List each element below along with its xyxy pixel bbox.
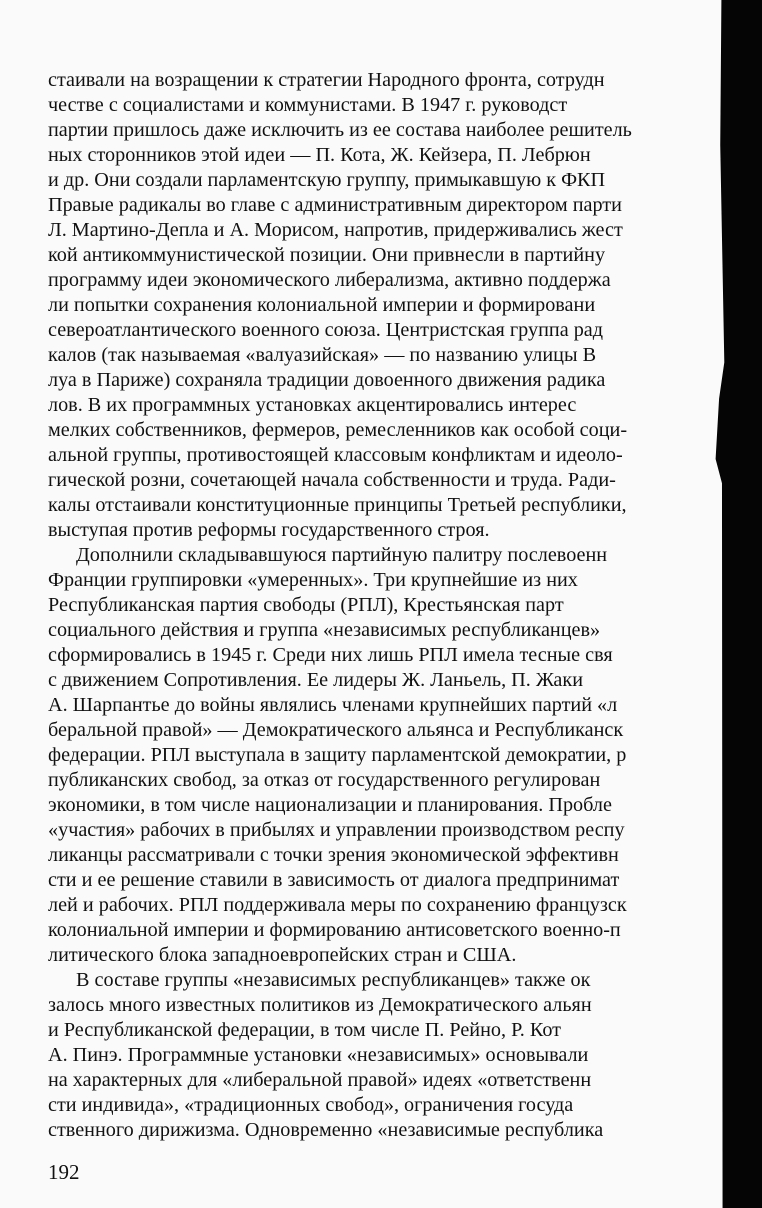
text-line: Правые радикалы во главе с административным директором парти bbox=[48, 194, 622, 216]
text-line: беральной правой» — Демократического альянса и Республиканск bbox=[48, 719, 624, 741]
text-line: выступая против реформы государственного строя. bbox=[48, 519, 490, 541]
text-line: североатлантического военного союза. Центристская группа рад bbox=[48, 319, 604, 341]
text-line: альной группы, противостоящей классовым конфликтам и идеоло- bbox=[48, 444, 623, 466]
text-line: сформировались в 1945 г. Среди них лишь РПЛ имела тесные свя bbox=[48, 644, 613, 666]
text-line: лей и рабочих. РПЛ поддерживала меры по сохранению французск bbox=[48, 894, 627, 916]
text-line: калов (так называемая «валуазийская» — по названию улицы В bbox=[48, 344, 597, 366]
text-line: Республиканская партия свободы (РПЛ), Крестьянская парт bbox=[48, 594, 564, 616]
text-line: А. Пинэ. Программные установки «независимых» основывали bbox=[48, 1044, 589, 1066]
text-line: литического блока западноевропейских стран и США. bbox=[48, 944, 517, 966]
text-line: программу идеи экономического либерализма, активно поддержа bbox=[48, 269, 611, 291]
text-line: сти индивида», «традиционных свобод», ограничения госуда bbox=[48, 1094, 574, 1116]
page-number: 192 bbox=[48, 1160, 80, 1184]
paragraph-start-line: Дополнили складывавшуюся партийную палитру послевоенн bbox=[76, 544, 608, 566]
text-line: ственного дирижизма. Одновременно «независимые республика bbox=[48, 1119, 604, 1141]
text-line: стаивали на возращении к стратегии Народного фронта, сотрудн bbox=[48, 69, 605, 91]
text-line: экономики, в том числе национализации и планирования. Пробле bbox=[48, 794, 612, 816]
text-line: колониальной империи и формированию антисоветского военно-п bbox=[48, 919, 621, 941]
paragraph-start-line: В составе группы «независимых республиканцев» также ок bbox=[76, 969, 591, 991]
text-line: мелких собственников, фермеров, ремесленников как особой соци- bbox=[48, 419, 628, 441]
text-line: и Республиканской федерации, в том числе П. Рейно, Р. Кот bbox=[48, 1019, 561, 1041]
text-line: социального действия и группа «независимых республиканцев» bbox=[48, 619, 601, 641]
text-line: партии пришлось даже исключить из ее состава наиболее решитель bbox=[48, 119, 632, 141]
text-line: Франции группировки «умеренных». Три крупнейшие из них bbox=[48, 569, 578, 591]
text-line: ликанцы рассматривали с точки зрения экономической эффективн bbox=[48, 844, 619, 866]
text-line: с движением Сопротивления. Ее лидеры Ж. Ланьель, П. Жаки bbox=[48, 669, 583, 691]
text-line: ных сторонников этой идеи — П. Кота, Ж. Кейзера, П. Лебрюн bbox=[48, 144, 591, 166]
text-line: калы отстаивали конституционные принципы Третьей республики, bbox=[48, 494, 627, 516]
text-line: публиканских свобод, за отказ от государственного регулирован bbox=[48, 769, 601, 791]
text-line: ли попытки сохранения колониальной империи и формировани bbox=[48, 294, 596, 316]
text-line: А. Шарпантье до войны являлись членами крупнейших партий «л bbox=[48, 694, 618, 716]
text-line: честве с социалистами и коммунистами. В 1947 г. руководст bbox=[48, 94, 568, 116]
text-line: Л. Мартино-Депла и А. Морисом, напротив, придерживались жест bbox=[48, 219, 623, 241]
text-line: кой антикоммунистической позиции. Они привнесли в партийну bbox=[48, 244, 606, 266]
text-line: сти и ее решение ставили в зависимость от диалога предпринимат bbox=[48, 869, 620, 891]
text-line: гической розни, сочетающей начала собственности и труда. Ради- bbox=[48, 469, 616, 491]
text-line: федерации. РПЛ выступала в защиту парламентской демократии, р bbox=[48, 744, 627, 766]
text-line: «участия» рабочих в прибылях и управлении производством респу bbox=[48, 819, 625, 841]
text-line: на характерных для «либеральной правой» идеях «ответственн bbox=[48, 1069, 592, 1091]
text-line: лов. В их программных установках акцентировались интерес bbox=[48, 394, 577, 416]
text-line: и др. Они создали парламентскую группу, примыкавшую к ФКП bbox=[48, 169, 606, 191]
text-line: залось много известных политиков из Демократического альян bbox=[48, 994, 592, 1016]
body-text bbox=[48, 68, 716, 1143]
text-line: луа в Париже) сохраняла традиции довоенного движения радика bbox=[48, 369, 606, 391]
